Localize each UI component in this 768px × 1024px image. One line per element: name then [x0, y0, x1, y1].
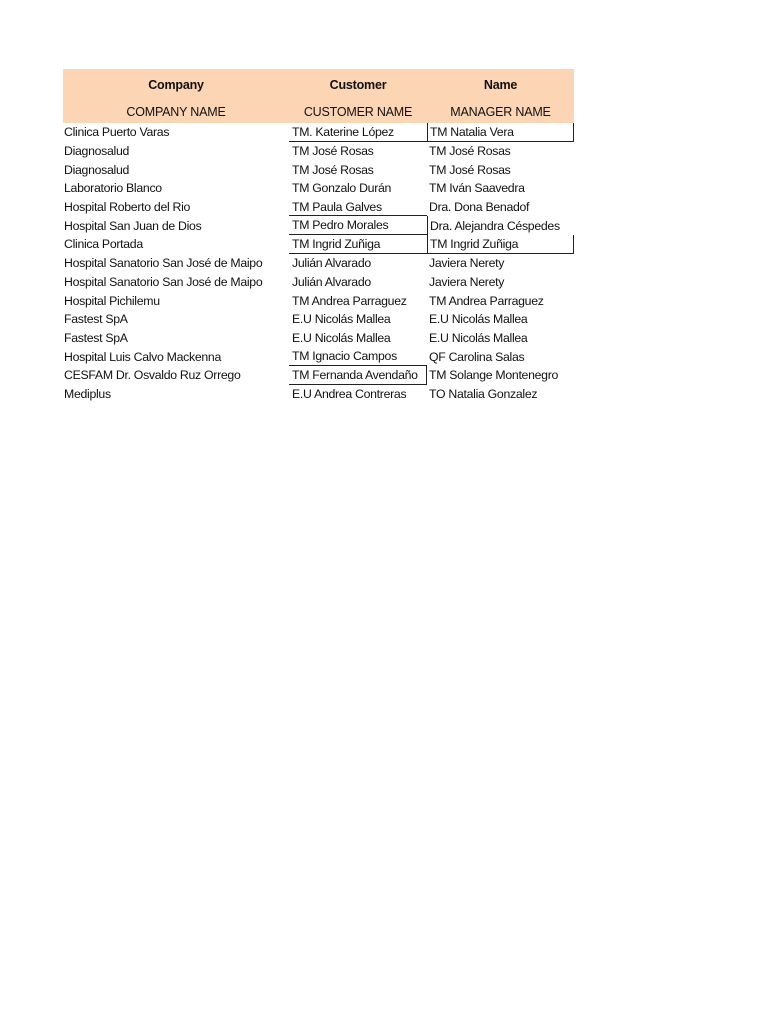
manager-cell[interactable]: Dra. Dona Benadof [429, 200, 530, 215]
table-row [63, 235, 574, 254]
manager-cell[interactable]: QF Carolina Salas [429, 349, 525, 364]
table-row [63, 347, 574, 366]
company-cell[interactable]: Clinica Portada [64, 237, 143, 252]
company-cell[interactable]: Laboratorio Blanco [64, 181, 162, 196]
customer-cell[interactable]: TM Paula Galves [289, 198, 427, 217]
customer-cell[interactable]: Julián Alvarado [292, 274, 371, 289]
manager-cell[interactable]: TM Andrea Parraguez [429, 293, 544, 308]
header-name[interactable]: Name [483, 78, 518, 92]
table-row [63, 198, 574, 217]
table-header [63, 69, 574, 123]
manager-cell[interactable]: Dra. Alejandra Céspedes [427, 216, 574, 235]
customer-cell[interactable]: Julián Alvarado [292, 256, 371, 271]
company-cell[interactable]: Hospital Luis Calvo Mackenna [64, 349, 222, 364]
header-customer-name[interactable]: CUSTOMER NAME [303, 105, 413, 119]
table-row [63, 291, 574, 310]
table-row [63, 385, 574, 404]
header-title-row [63, 69, 574, 101]
manager-cell[interactable]: TM Iván Saavedra [429, 181, 525, 196]
table-row [63, 142, 574, 161]
table-row [63, 160, 574, 179]
table-row [63, 216, 574, 235]
table-row [63, 273, 574, 292]
manager-cell[interactable]: TO Natalia Gonzalez [429, 386, 538, 401]
table-row [63, 366, 574, 385]
manager-cell[interactable]: TM Ingrid Zuñiga [427, 235, 574, 254]
header-company-name[interactable]: COMPANY NAME [126, 105, 226, 119]
manager-cell[interactable]: E.U Nicolás Mallea [429, 312, 528, 327]
customer-cell[interactable]: TM Gonzalo Durán [292, 181, 392, 196]
customer-cell[interactable]: TM Pedro Morales [289, 216, 427, 235]
manager-cell[interactable]: E.U Nicolás Mallea [429, 330, 528, 345]
table-body [63, 123, 574, 403]
customer-cell[interactable]: TM Ignacio Campos [289, 347, 427, 366]
company-cell[interactable]: Fastest SpA [64, 330, 128, 345]
table-row [63, 310, 574, 329]
customer-cell[interactable]: E.U Nicolás Mallea [292, 330, 391, 345]
customer-cell[interactable]: TM Andrea Parraguez [292, 293, 407, 308]
customer-cell[interactable]: TM. Katerine López [289, 123, 427, 142]
table-row [63, 123, 574, 142]
company-cell[interactable]: Hospital Roberto del Rio [64, 200, 191, 215]
manager-cell[interactable]: Javiera Nerety [429, 256, 505, 271]
company-cell[interactable]: Hospital Sanatorio San José de Maipo [64, 274, 263, 289]
header-customer[interactable]: Customer [329, 78, 387, 92]
manager-cell[interactable]: TM Solange Montenegro [429, 368, 559, 383]
company-cell[interactable]: Clinica Puerto Varas [64, 125, 170, 140]
company-cell[interactable]: CESFAM Dr. Osvaldo Ruz Orrego [64, 368, 241, 383]
company-cell[interactable]: Diagnosalud [64, 162, 130, 177]
company-cell[interactable]: Diagnosalud [64, 144, 130, 159]
manager-cell[interactable]: TM José Rosas [429, 162, 511, 177]
table-row [63, 179, 574, 198]
customer-cell[interactable]: TM Fernanda Avendaño [289, 366, 427, 385]
table-row [63, 329, 574, 348]
table-row [63, 254, 574, 273]
customer-cell[interactable]: TM Ingrid Zuñiga [289, 235, 427, 254]
customer-cell[interactable]: E.U Andrea Contreras [292, 386, 407, 401]
manager-cell[interactable]: Javiera Nerety [429, 274, 505, 289]
manager-cell[interactable]: TM Natalia Vera [427, 123, 574, 142]
company-cell[interactable]: Hospital Sanatorio San José de Maipo [64, 256, 263, 271]
customer-cell[interactable]: TM José Rosas [292, 162, 374, 177]
customer-cell[interactable]: E.U Nicolás Mallea [292, 312, 391, 327]
company-cell[interactable]: Fastest SpA [64, 312, 128, 327]
header-company[interactable]: Company [148, 78, 204, 92]
company-cell[interactable]: Hospital San Juan de Dios [64, 218, 202, 233]
spreadsheet-table [63, 69, 574, 403]
header-manager-name[interactable]: MANAGER NAME [450, 105, 551, 119]
company-cell[interactable]: Hospital Pichilemu [64, 293, 160, 308]
manager-cell[interactable]: TM José Rosas [429, 144, 511, 159]
company-cell[interactable]: Mediplus [64, 386, 111, 401]
header-sub-row [63, 101, 574, 123]
customer-cell[interactable]: TM José Rosas [292, 144, 374, 159]
